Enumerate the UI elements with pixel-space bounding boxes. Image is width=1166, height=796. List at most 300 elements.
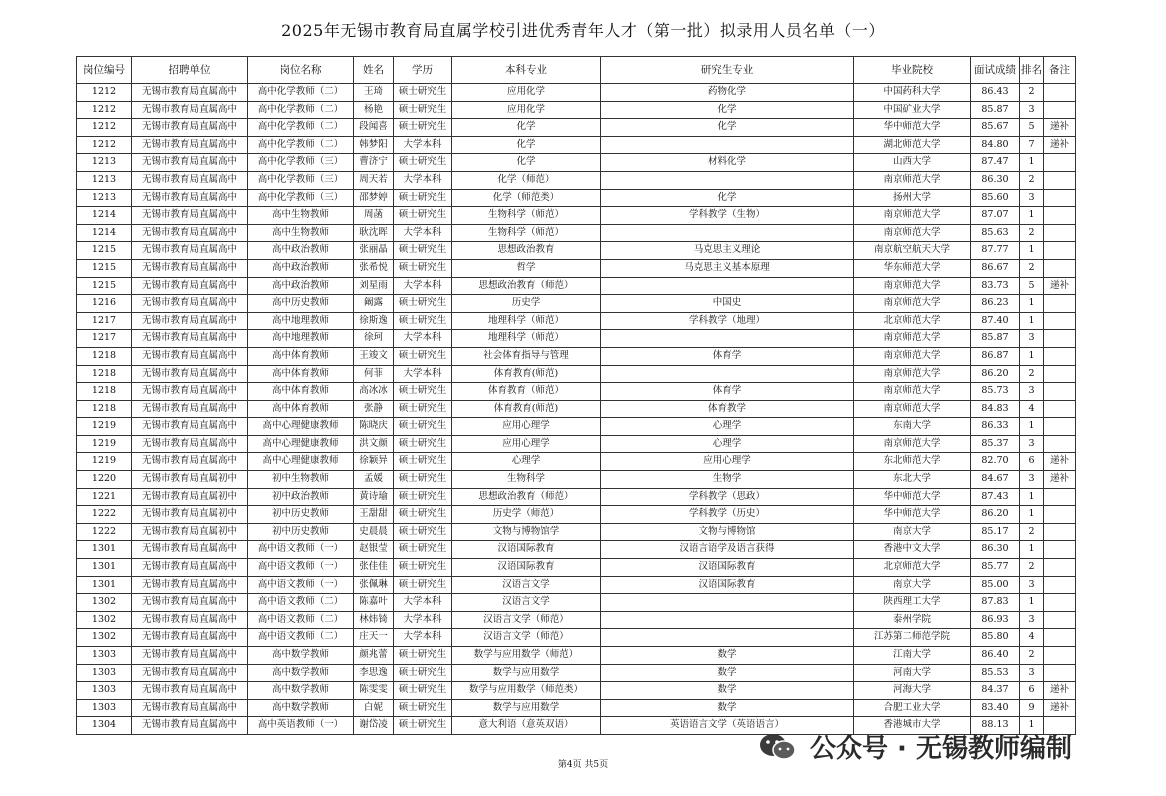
table-cell: 合肥工业大学 — [854, 699, 971, 717]
table-cell: 高中化学教师（三） — [248, 189, 354, 207]
table-cell: 东南大学 — [854, 418, 971, 436]
table-cell: 化学 — [601, 189, 854, 207]
table-cell — [601, 136, 854, 154]
table-cell: 泰州学院 — [854, 611, 971, 629]
table-cell: 初中历史教师 — [248, 523, 354, 541]
table-cell: 白妮 — [354, 699, 394, 717]
table-cell: 3 — [1020, 189, 1044, 207]
table-cell: 86.67 — [971, 259, 1020, 277]
table-cell: 邵梦婷 — [354, 189, 394, 207]
table-cell: 86.20 — [971, 506, 1020, 524]
table-cell: 华东师范大学 — [854, 259, 971, 277]
table-cell: 山西大学 — [854, 154, 971, 172]
table-cell: 大学本科 — [394, 277, 452, 295]
table-cell: 硕士研究生 — [394, 506, 452, 524]
table-cell: 南京师范大学 — [854, 295, 971, 313]
table-cell: 2 — [1020, 224, 1044, 242]
table-cell — [1044, 559, 1076, 577]
table-cell: 无锡市教育局直属高中 — [132, 699, 248, 717]
table-cell: 2 — [1020, 559, 1044, 577]
table-cell: 高中化学教师（二） — [248, 119, 354, 137]
table-row — [77, 453, 1076, 471]
table-row — [77, 576, 1076, 594]
table-row — [77, 629, 1076, 647]
table-cell: 1215 — [77, 259, 132, 277]
table-cell: 南京航空航天大学 — [854, 242, 971, 260]
table-cell: 硕士研究生 — [394, 523, 452, 541]
table-cell: 1218 — [77, 400, 132, 418]
table-cell: 无锡市教育局直属高中 — [132, 541, 248, 559]
table-cell: 大学本科 — [394, 365, 452, 383]
table-cell — [1044, 295, 1076, 313]
table-cell: 周天若 — [354, 171, 394, 189]
table-cell: 85.63 — [971, 224, 1020, 242]
table-cell: 王琦 — [354, 84, 394, 102]
table-row — [77, 365, 1076, 383]
table-cell: 87.83 — [971, 594, 1020, 612]
table-cell: 无锡市教育局直属高中 — [132, 383, 248, 401]
table-row — [77, 224, 1076, 242]
table-cell: 递补 — [1044, 277, 1076, 295]
table-cell — [1044, 594, 1076, 612]
table-cell: 1218 — [77, 347, 132, 365]
table-cell: 无锡市教育局直属高中 — [132, 207, 248, 225]
table-cell: 85.53 — [971, 664, 1020, 682]
table-cell: 大学本科 — [394, 611, 452, 629]
table-row — [77, 295, 1076, 313]
table-cell: 南京师范大学 — [854, 207, 971, 225]
table-cell — [1044, 365, 1076, 383]
table-cell: 1 — [1020, 506, 1044, 524]
table-cell: 高中语文教师（一） — [248, 541, 354, 559]
table-cell: 85.87 — [971, 101, 1020, 119]
table-cell: 1303 — [77, 682, 132, 700]
table-cell: 无锡市教育局直属高中 — [132, 664, 248, 682]
table-cell: 1222 — [77, 506, 132, 524]
table-cell: 意大利语（意英双语） — [452, 717, 601, 735]
table-cell: 86.43 — [971, 84, 1020, 102]
table-cell: 1221 — [77, 488, 132, 506]
table-cell: 硕士研究生 — [394, 312, 452, 330]
table-cell: 无锡市教育局直属初中 — [132, 523, 248, 541]
table-cell: 无锡市教育局直属高中 — [132, 611, 248, 629]
table-cell: 应用化学 — [452, 101, 601, 119]
table-cell: 硕士研究生 — [394, 576, 452, 594]
table-cell: 徐珂 — [354, 330, 394, 348]
table-cell: 1219 — [77, 453, 132, 471]
table-row — [77, 435, 1076, 453]
table-cell: 中国矿业大学 — [854, 101, 971, 119]
table-cell: 86.20 — [971, 365, 1020, 383]
table-cell: 85.17 — [971, 523, 1020, 541]
table-cell: 南京师范大学 — [854, 383, 971, 401]
table-cell — [1044, 383, 1076, 401]
table-cell: 颜兆蕾 — [354, 647, 394, 665]
table-cell — [1044, 400, 1076, 418]
table-cell: 高中地理教师 — [248, 312, 354, 330]
table-row — [77, 189, 1076, 207]
table-cell: 黄诗瑜 — [354, 488, 394, 506]
table-cell: 应用心理学 — [601, 453, 854, 471]
table-cell: 学科教学（生物） — [601, 207, 854, 225]
table-cell: 化学 — [452, 119, 601, 137]
table-cell: 85.37 — [971, 435, 1020, 453]
table-cell: 2 — [1020, 84, 1044, 102]
table-cell: 高中历史教师 — [248, 295, 354, 313]
table-cell: 86.33 — [971, 418, 1020, 436]
table-cell: 1220 — [77, 471, 132, 489]
table-cell: 历史学（师范） — [452, 506, 601, 524]
table-cell: 数学与应用数学（师范） — [452, 647, 601, 665]
column-header: 本科专业 — [452, 57, 601, 84]
table-row — [77, 119, 1076, 137]
table-cell: 87.40 — [971, 312, 1020, 330]
table-cell: 高中化学教师（三） — [248, 171, 354, 189]
table-cell: 张丽晶 — [354, 242, 394, 260]
table-cell: 无锡市教育局直属高中 — [132, 295, 248, 313]
table-cell: 高中地理教师 — [248, 330, 354, 348]
table-cell: 高中化学教师（三） — [248, 154, 354, 172]
table-cell: 硕士研究生 — [394, 541, 452, 559]
table-cell: 化学 — [601, 101, 854, 119]
column-header: 面试成绩 — [971, 57, 1020, 84]
table-cell: 周菡 — [354, 207, 394, 225]
table-cell: 学科教学（地理） — [601, 312, 854, 330]
table-cell: 东北师范大学 — [854, 453, 971, 471]
table-cell — [1044, 576, 1076, 594]
table-cell: 数学与应用数学 — [452, 664, 601, 682]
table-cell: 大学本科 — [394, 171, 452, 189]
table-cell: 高中生物教师 — [248, 207, 354, 225]
table-cell: 硕士研究生 — [394, 383, 452, 401]
table-header-row — [77, 57, 1076, 84]
table-cell: 递补 — [1044, 453, 1076, 471]
table-cell: 大学本科 — [394, 224, 452, 242]
table-cell: 李思逸 — [354, 664, 394, 682]
table-cell: 高中语文教师（一） — [248, 576, 354, 594]
table-cell: 化学 — [601, 119, 854, 137]
table-cell: 硕士研究生 — [394, 471, 452, 489]
table-cell: 孟媛 — [354, 471, 394, 489]
table-cell: 南京师范大学 — [854, 277, 971, 295]
table-cell: 4 — [1020, 400, 1044, 418]
table-cell: 北京师范大学 — [854, 559, 971, 577]
table-row — [77, 647, 1076, 665]
table-cell: 药物化学 — [601, 84, 854, 102]
table-cell: 刘星雨 — [354, 277, 394, 295]
table-cell: 南京师范大学 — [854, 347, 971, 365]
table-cell: 无锡市教育局直属高中 — [132, 119, 248, 137]
table-cell: 83.73 — [971, 277, 1020, 295]
table-cell: 3 — [1020, 664, 1044, 682]
table-cell: 无锡市教育局直属高中 — [132, 259, 248, 277]
table-cell: 硕士研究生 — [394, 559, 452, 577]
table-cell: 高中数学教师 — [248, 699, 354, 717]
table-cell: 1212 — [77, 84, 132, 102]
table-row — [77, 207, 1076, 225]
table-cell: 84.80 — [971, 136, 1020, 154]
table-cell: 杨艳 — [354, 101, 394, 119]
table-cell: 1 — [1020, 312, 1044, 330]
table-cell: 徐斯逸 — [354, 312, 394, 330]
table-row — [77, 541, 1076, 559]
table-cell: 庄天一 — [354, 629, 394, 647]
table-cell: 汉语国际教育 — [452, 541, 601, 559]
table-cell: 心理学 — [601, 435, 854, 453]
table-cell: 1 — [1020, 488, 1044, 506]
table-cell: 硕士研究生 — [394, 84, 452, 102]
table-cell: 硕士研究生 — [394, 647, 452, 665]
table-cell: 2 — [1020, 259, 1044, 277]
table-cell: 无锡市教育局直属高中 — [132, 136, 248, 154]
table-cell: 生物科学（师范） — [452, 224, 601, 242]
table-cell: 1 — [1020, 154, 1044, 172]
table-cell: 2 — [1020, 365, 1044, 383]
column-header: 姓名 — [354, 57, 394, 84]
table-cell: 张佳佳 — [354, 559, 394, 577]
table-cell: 数学与应用数学 — [452, 699, 601, 717]
table-cell — [1044, 435, 1076, 453]
table-row — [77, 611, 1076, 629]
table-cell: 1302 — [77, 594, 132, 612]
table-cell: 84.37 — [971, 682, 1020, 700]
table-cell: 南京大学 — [854, 576, 971, 594]
table-cell: 初中生物教师 — [248, 471, 354, 489]
table-cell: 高中语文教师（一） — [248, 559, 354, 577]
table-cell: 文物与博物馆 — [601, 523, 854, 541]
table-cell — [601, 365, 854, 383]
table-cell: 无锡市教育局直属高中 — [132, 594, 248, 612]
table-cell — [1044, 259, 1076, 277]
table-cell: 1212 — [77, 119, 132, 137]
table-cell: 1303 — [77, 647, 132, 665]
table-cell: 汉语言文学 — [452, 576, 601, 594]
table-cell: 高中体育教师 — [248, 383, 354, 401]
candidate-table — [76, 56, 1076, 735]
table-cell: 汉语言文学 — [452, 594, 601, 612]
table-cell: 递补 — [1044, 682, 1076, 700]
table-cell: 体育学 — [601, 347, 854, 365]
table-row — [77, 101, 1076, 119]
table-cell: 硕士研究生 — [394, 699, 452, 717]
table-row — [77, 242, 1076, 260]
table-cell: 心理学 — [601, 418, 854, 436]
column-header: 岗位名称 — [248, 57, 354, 84]
table-cell: 1 — [1020, 295, 1044, 313]
table-cell: 体育学 — [601, 383, 854, 401]
table-cell — [1044, 418, 1076, 436]
table-cell: 高中数学教师 — [248, 647, 354, 665]
table-cell: 1 — [1020, 347, 1044, 365]
table-cell: 南京大学 — [854, 523, 971, 541]
table-cell: 无锡市教育局直属初中 — [132, 506, 248, 524]
table-cell: 递补 — [1044, 136, 1076, 154]
table-cell: 汉语言文学（师范） — [452, 611, 601, 629]
table-cell: 高中心理健康教师 — [248, 435, 354, 453]
table-cell: 应用化学 — [452, 84, 601, 102]
table-cell: 1214 — [77, 224, 132, 242]
table-cell: 5 — [1020, 277, 1044, 295]
table-cell: 高冰冰 — [354, 383, 394, 401]
table-cell: 1222 — [77, 523, 132, 541]
table-cell: 硕士研究生 — [394, 347, 452, 365]
table-cell: 1301 — [77, 559, 132, 577]
table-cell: 张希悦 — [354, 259, 394, 277]
table-cell: 学科教学（思政） — [601, 488, 854, 506]
table-cell: 无锡市教育局直属高中 — [132, 576, 248, 594]
table-cell: 高中化学教师（二） — [248, 84, 354, 102]
table-row — [77, 594, 1076, 612]
table-cell: 材料化学 — [601, 154, 854, 172]
table-cell: 学科教学（历史） — [601, 506, 854, 524]
table-cell: 2 — [1020, 647, 1044, 665]
table-cell: 历史学 — [452, 295, 601, 313]
table-cell: 江苏第二师范学院 — [854, 629, 971, 647]
table-cell: 1216 — [77, 295, 132, 313]
table-row — [77, 312, 1076, 330]
table-cell — [1044, 207, 1076, 225]
table-cell — [601, 224, 854, 242]
table-cell: 递补 — [1044, 471, 1076, 489]
table-cell: 高中语文教师（二） — [248, 629, 354, 647]
table-cell: 3 — [1020, 101, 1044, 119]
table-cell: 数学 — [601, 699, 854, 717]
table-cell: 赵银莹 — [354, 541, 394, 559]
table-cell: 徐颖异 — [354, 453, 394, 471]
table-cell: 华中师范大学 — [854, 506, 971, 524]
table-cell — [1044, 330, 1076, 348]
table-cell: 硕士研究生 — [394, 101, 452, 119]
table-cell: 数学 — [601, 664, 854, 682]
table-cell: 1301 — [77, 576, 132, 594]
table-cell: 高中生物教师 — [248, 224, 354, 242]
table-cell: 汉语国际教育 — [452, 559, 601, 577]
table-cell — [1044, 224, 1076, 242]
table-cell: 硕士研究生 — [394, 453, 452, 471]
table-cell: 85.77 — [971, 559, 1020, 577]
table-cell: 高中数学教师 — [248, 682, 354, 700]
table-cell: 高中政治教师 — [248, 277, 354, 295]
table-cell: 化学 — [452, 154, 601, 172]
table-cell: 何菲 — [354, 365, 394, 383]
table-row — [77, 559, 1076, 577]
table-cell: 1 — [1020, 717, 1044, 735]
table-cell: 87.77 — [971, 242, 1020, 260]
table-cell: 初中政治教师 — [248, 488, 354, 506]
column-header: 备注 — [1044, 57, 1076, 84]
table-cell: 陈嘉叶 — [354, 594, 394, 612]
table-cell: 无锡市教育局直属高中 — [132, 154, 248, 172]
table-cell: 生物科学（师范） — [452, 207, 601, 225]
table-cell: 南京师范大学 — [854, 365, 971, 383]
table-cell: 南京师范大学 — [854, 400, 971, 418]
table-cell: 地理科学（师范） — [452, 330, 601, 348]
table-cell: 体育教育(师范) — [452, 365, 601, 383]
table-cell: 华中师范大学 — [854, 488, 971, 506]
table-cell: 1303 — [77, 664, 132, 682]
table-cell: 王竣文 — [354, 347, 394, 365]
table-cell: 高中英语教师（一） — [248, 717, 354, 735]
table-row — [77, 699, 1076, 717]
table-cell: 1214 — [77, 207, 132, 225]
table-cell: 1 — [1020, 207, 1044, 225]
table-cell: 无锡市教育局直属高中 — [132, 453, 248, 471]
table-cell — [1044, 189, 1076, 207]
table-cell: 3 — [1020, 435, 1044, 453]
table-cell: 心理学 — [452, 453, 601, 471]
column-header: 学历 — [394, 57, 452, 84]
table-cell: 1215 — [77, 277, 132, 295]
table-cell: 无锡市教育局直属高中 — [132, 224, 248, 242]
table-cell: 硕士研究生 — [394, 400, 452, 418]
table-cell: 硕士研究生 — [394, 295, 452, 313]
table-cell — [1044, 101, 1076, 119]
column-header: 招聘单位 — [132, 57, 248, 84]
table-cell — [1044, 611, 1076, 629]
table-cell: 南京师范大学 — [854, 171, 971, 189]
table-cell: 3 — [1020, 611, 1044, 629]
table-cell: 1213 — [77, 154, 132, 172]
table-cell: 3 — [1020, 471, 1044, 489]
table-cell: 应用心理学 — [452, 418, 601, 436]
table-cell: 86.23 — [971, 295, 1020, 313]
table-cell: 高中语文教师（二） — [248, 611, 354, 629]
table-row — [77, 277, 1076, 295]
table-cell: 硕士研究生 — [394, 259, 452, 277]
table-cell: 86.93 — [971, 611, 1020, 629]
table-cell: 思想政治教育 — [452, 242, 601, 260]
table-cell: 1301 — [77, 541, 132, 559]
table-cell: 汉语言语学及语言获得 — [601, 541, 854, 559]
table-cell — [1044, 488, 1076, 506]
table-cell: 1 — [1020, 418, 1044, 436]
table-cell: 曹济宁 — [354, 154, 394, 172]
document-title: 2025年无锡市教育局直属学校引进优秀青年人才（第一批）拟录用人员名单（一） — [281, 21, 885, 40]
table-cell: 85.80 — [971, 629, 1020, 647]
table-cell: 华中师范大学 — [854, 119, 971, 137]
table-cell: 85.60 — [971, 189, 1020, 207]
table-row — [77, 84, 1076, 102]
column-header: 研究生专业 — [601, 57, 854, 84]
table-cell: 应用心理学 — [452, 435, 601, 453]
table-cell: 中国史 — [601, 295, 854, 313]
table-cell — [601, 171, 854, 189]
table-cell: 无锡市教育局直属高中 — [132, 365, 248, 383]
table-cell — [601, 611, 854, 629]
table-cell: 张静 — [354, 400, 394, 418]
table-cell: 东北大学 — [854, 471, 971, 489]
table-cell: 阚露 — [354, 295, 394, 313]
column-header: 毕业院校 — [854, 57, 971, 84]
table-row — [77, 664, 1076, 682]
table-cell: 无锡市教育局直属高中 — [132, 189, 248, 207]
table-cell: 无锡市教育局直属高中 — [132, 101, 248, 119]
table-cell: 1303 — [77, 699, 132, 717]
table-cell: 2 — [1020, 171, 1044, 189]
table-cell: 张佩琳 — [354, 576, 394, 594]
table-cell: 英语语言文学（英语语言） — [601, 717, 854, 735]
table-cell: 硕士研究生 — [394, 119, 452, 137]
table-cell: 扬州大学 — [854, 189, 971, 207]
table-cell: 林炜锜 — [354, 611, 394, 629]
table-cell: 无锡市教育局直属初中 — [132, 488, 248, 506]
table-cell: 河南大学 — [854, 664, 971, 682]
table-cell: 85.67 — [971, 119, 1020, 137]
table-cell: 段闻喜 — [354, 119, 394, 137]
table-cell: 无锡市教育局直属高中 — [132, 717, 248, 735]
table-cell: 无锡市教育局直属高中 — [132, 559, 248, 577]
table-row — [77, 400, 1076, 418]
